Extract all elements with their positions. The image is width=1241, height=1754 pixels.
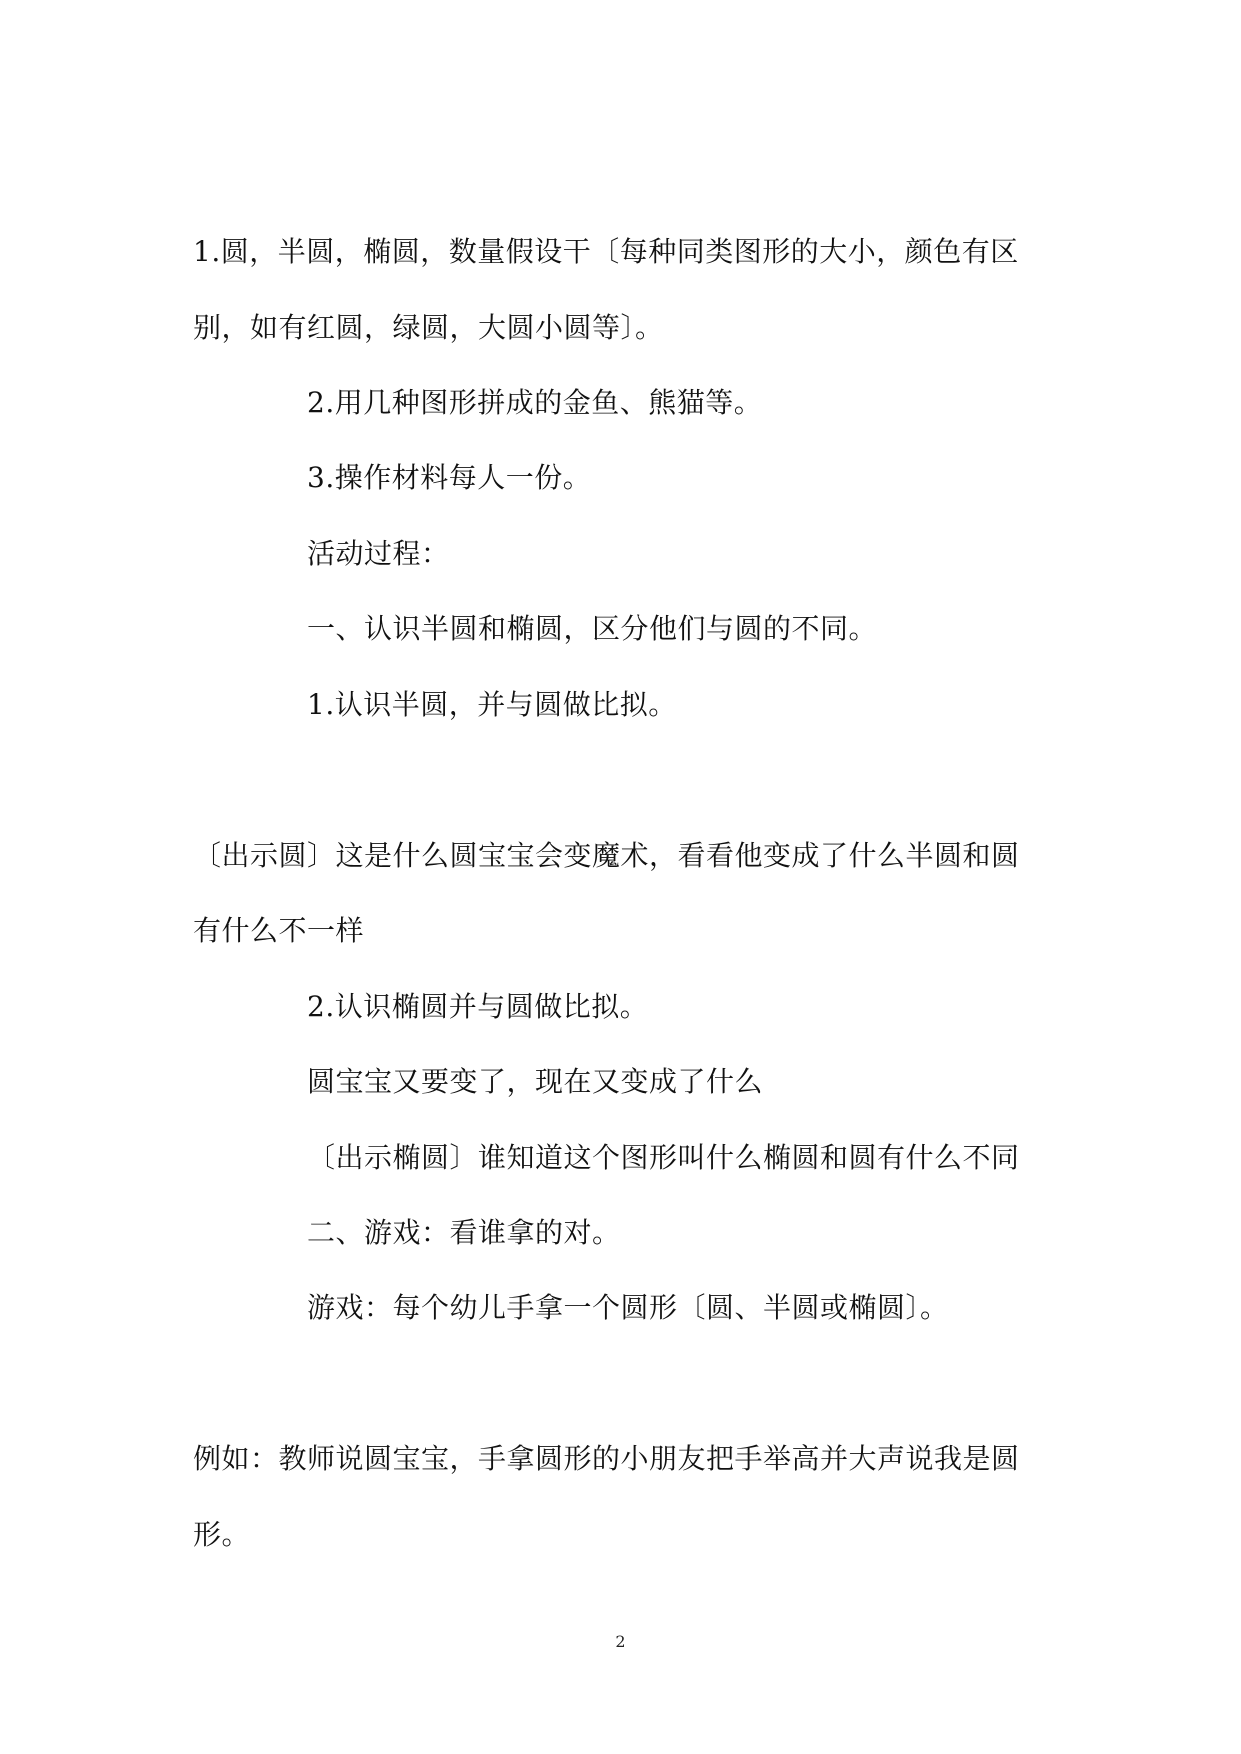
text-line-15: 例如：教师说圆宝宝，手拿圆形的小朋友把手举高并大声说我是圆 [193,1442,1020,1475]
page-number: 2 [615,1632,626,1651]
text-line-16: 形。 [193,1518,251,1551]
text-line-13: 二、游戏：看谁拿的对。 [307,1216,621,1249]
text-line-11: 圆宝宝又要变了，现在又变成了什么 [307,1065,764,1098]
text-line-1: 1.圆，半圆，椭圆，数量假设干〔每种同类图形的大小，颜色有区 [193,235,1019,268]
text-line-10: 2.认识椭圆并与圆做比拟。 [307,990,649,1023]
text-line-2: 别，如有红圆，绿圆，大圆小圆等〕。 [193,311,664,344]
text-line-3: 2.用几种图形拼成的金鱼、熊猫等。 [307,386,763,419]
text-line-6: 一、认识半圆和椭圆，区分他们与圆的不同。 [307,612,878,645]
text-line-14: 游戏：每个幼儿手拿一个圆形〔圆、半圆或椭圆〕。 [307,1291,949,1324]
text-line-8: 〔出示圆〕这是什么圆宝宝会变魔术，看看他变成了什么半圆和圆 [193,839,1020,872]
text-line-12: 〔出示椭圆〕谁知道这个图形叫什么椭圆和圆有什么不同 [307,1141,1020,1174]
text-line-9: 有什么不一样 [193,914,365,947]
text-line-7: 1.认识半圆，并与圆做比拟。 [307,688,677,721]
text-line-4: 3.操作材料每人一份。 [307,461,592,494]
text-line-5: 活动过程： [307,537,450,570]
